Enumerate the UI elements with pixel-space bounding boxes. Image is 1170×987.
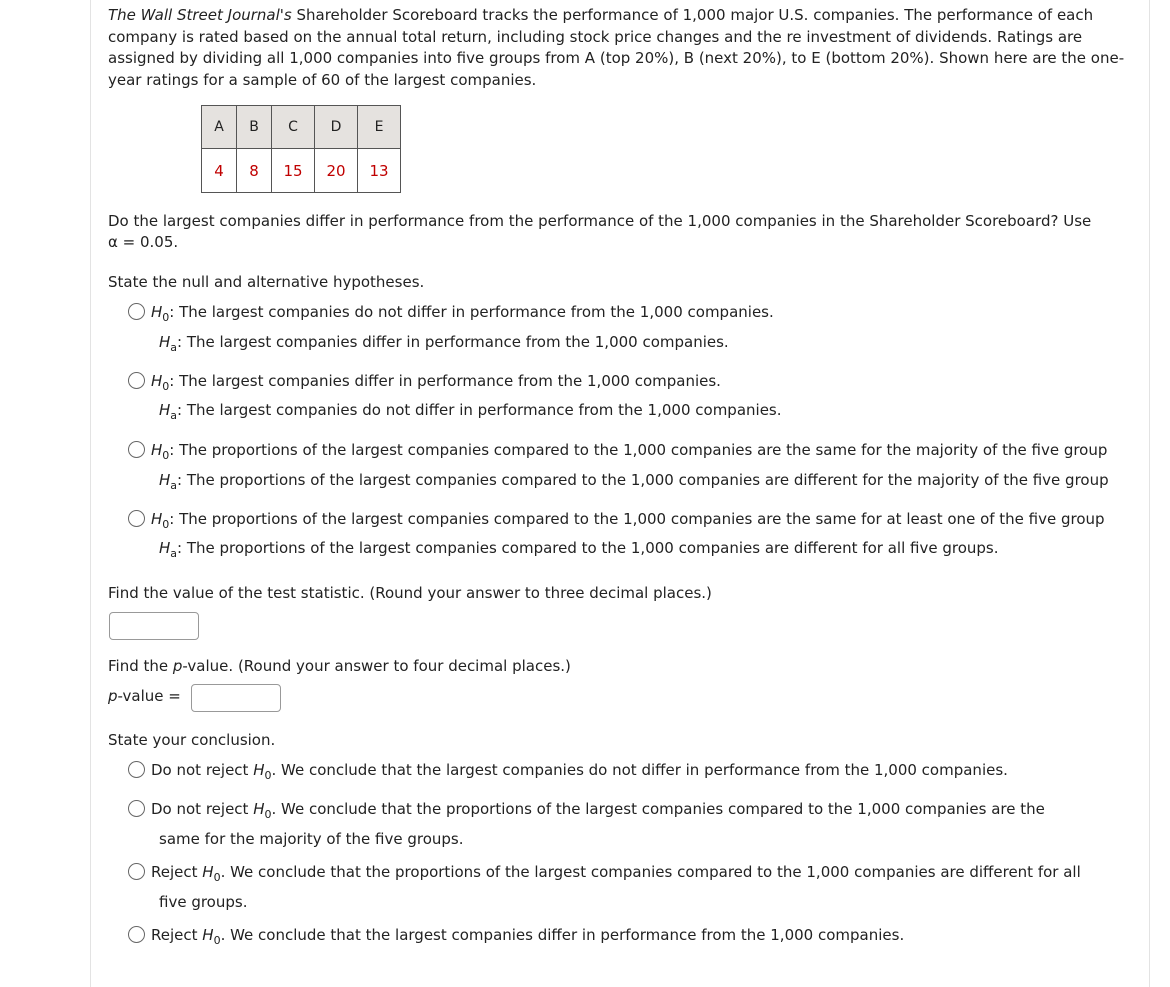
question-line-2: α = 0.05.: [108, 233, 179, 251]
radio-button[interactable]: [128, 926, 145, 943]
hypothesis-option-2-ha: $H_a$: The largest companies do not differ in performance from the 1,000 companies.: [159, 401, 782, 422]
question-panel: [90, 0, 1150, 987]
ratings-header-b: B: [237, 106, 272, 149]
journal-name: The Wall Street Journal's: [108, 6, 292, 24]
ratings-table: [201, 105, 401, 193]
conclusion-prompt: State your conclusion.: [108, 731, 276, 749]
ratings-header-e: E: [358, 106, 401, 149]
ratings-value-a: 4: [202, 149, 237, 193]
ha-text: : The proportions of the largest companies compared to the 1,000 companies are different for all five groups.: [177, 539, 999, 557]
ratings-header-c: C: [272, 106, 315, 149]
intro-block: [108, 5, 1150, 91]
hypotheses-prompt: State the null and alternative hypotheses.: [108, 273, 425, 291]
p-value-prompt: Find the p-value. (Round your answer to four decimal places.): [108, 657, 571, 675]
question-line-1: Do the largest companies differ in performance from the performance of the 1,000 companies in the Shareholder Scoreboard? Use: [108, 212, 1092, 230]
intro-text: [108, 5, 1138, 91]
conclusion-option-1[interactable]: Do not reject $H_0$. We conclude that the largest companies do not differ in performance from the 1,000 companies.: [128, 760, 1008, 781]
intro-body: Shareholder Scoreboard tracks the performance of 1,000 major U.S. companies. The performance of each company is rated based on the annual total return, including stock price changes and the re investment of dividends. Ratings are assigned by dividing all 1,000 companies into five groups from A (top 20%), B (next 20%), to E (bottom 20%). Shown here are the one-year ratings for a sample of 60 of the largest companies.: [108, 6, 1125, 89]
p-value-label: p-value =: [108, 687, 181, 705]
test-statistic-input[interactable]: [109, 612, 199, 640]
ratings-value-c: 15: [272, 149, 315, 193]
radio-button[interactable]: [128, 372, 145, 389]
radio-button[interactable]: [128, 510, 145, 527]
ratings-value-e: 13: [358, 149, 401, 193]
h0-text: : The proportions of the largest companies compared to the 1,000 companies are the same for the majority of the five group: [169, 441, 1108, 459]
hypothesis-option-3-ha: $H_a$: The proportions of the largest companies compared to the 1,000 companies are different for the majority of the five group: [159, 471, 1109, 492]
hypothesis-option-4[interactable]: $H_0$: The proportions of the largest companies compared to the 1,000 companies are the same for at least one of the five group: [128, 509, 1105, 530]
ratings-header-d: D: [315, 106, 358, 149]
ratings-header-a: A: [202, 106, 237, 149]
conclusion-option-3-cont: five groups.: [159, 893, 248, 911]
conclusion-option-2[interactable]: Do not reject $H_0$. We conclude that the proportions of the largest companies compared to the 1,000 companies are the: [128, 799, 1045, 820]
radio-button[interactable]: [128, 441, 145, 458]
h0-text: : The largest companies differ in performance from the 1,000 companies.: [169, 372, 721, 390]
hypothesis-option-4-ha: $H_a$: The proportions of the largest companies compared to the 1,000 companies are different for all five groups.: [159, 539, 999, 560]
conclusion-option-4[interactable]: Reject $H_0$. We conclude that the largest companies differ in performance from the 1,000 companies.: [128, 925, 904, 946]
hypothesis-option-1-ha: $H_a$: The largest companies differ in performance from the 1,000 companies.: [159, 333, 729, 354]
ha-text: : The largest companies differ in performance from the 1,000 companies.: [177, 333, 729, 351]
ha-text: : The proportions of the largest companies compared to the 1,000 companies are different for the majority of the five group: [177, 471, 1109, 489]
hypothesis-option-1[interactable]: $H_0$: The largest companies do not differ in performance from the 1,000 companies.: [128, 302, 774, 323]
hypothesis-option-2[interactable]: $H_0$: The largest companies differ in performance from the 1,000 companies.: [128, 371, 721, 392]
h0-text: : The largest companies do not differ in performance from the 1,000 companies.: [169, 303, 774, 321]
ratings-value-d: 20: [315, 149, 358, 193]
p-value-input[interactable]: [191, 684, 281, 712]
test-statistic-prompt: Find the value of the test statistic. (Round your answer to three decimal places.): [108, 584, 712, 602]
ratings-value-row: [202, 149, 401, 193]
question-text: [108, 211, 1091, 253]
conclusion-option-3[interactable]: Reject $H_0$. We conclude that the proportions of the largest companies compared to the 1,000 companies are different for all: [128, 862, 1081, 883]
ratings-value-b: 8: [237, 149, 272, 193]
h0-text: : The proportions of the largest companies compared to the 1,000 companies are the same for at least one of the five group: [169, 510, 1105, 528]
radio-button[interactable]: [128, 303, 145, 320]
radio-button[interactable]: [128, 863, 145, 880]
ha-text: : The largest companies do not differ in performance from the 1,000 companies.: [177, 401, 782, 419]
radio-button[interactable]: [128, 800, 145, 817]
conclusion-option-2-cont: same for the majority of the five groups.: [159, 830, 464, 848]
ratings-header-row: [202, 106, 401, 149]
hypothesis-option-3[interactable]: $H_0$: The proportions of the largest companies compared to the 1,000 companies are the same for the majority of the five group: [128, 440, 1107, 461]
radio-button[interactable]: [128, 761, 145, 778]
